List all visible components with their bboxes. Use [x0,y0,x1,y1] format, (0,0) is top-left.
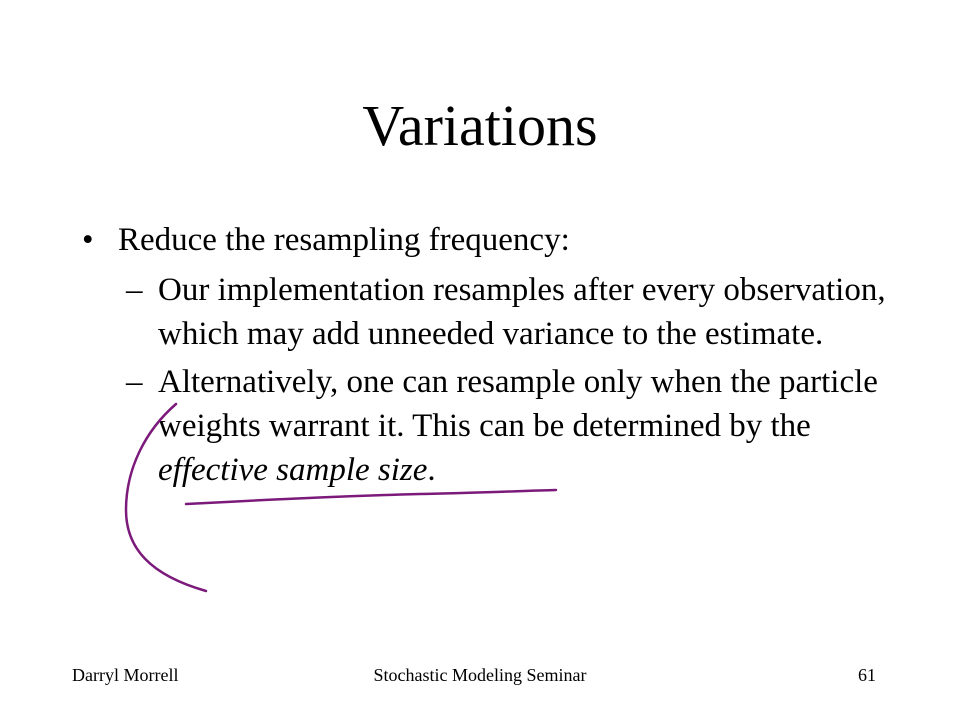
sub-bullet-emphasis: effective sample size [158,452,428,488]
sub-bullet-item [126,268,902,356]
slide-title: Variations [362,93,598,158]
sub-bullet-marker: – [126,364,143,400]
footer-seminar: Stochastic Modeling Seminar [373,665,587,685]
bullet-marker: • [82,222,94,258]
footer-page-number: 61 [858,665,876,685]
bullet-item [82,218,902,262]
sub-bullet-text: Our implementation resamples after every observation, which may add unneeded variance to the estimate. [158,272,886,352]
bullet-list [82,218,902,496]
sub-bullet-text-main: Alternatively, one can resample only when the particle weights warrant it. This can be determined by the [158,364,878,444]
bullet-text: Reduce the resampling frequency: [118,222,570,258]
footer-author: Darryl Morrell [72,665,179,685]
sub-bullet-text [158,360,902,492]
sub-bullet-marker: – [126,272,143,308]
sub-bullet-item [126,360,902,492]
sub-bullet-text-end: . [427,452,436,488]
sub-bullet-list [126,268,902,492]
